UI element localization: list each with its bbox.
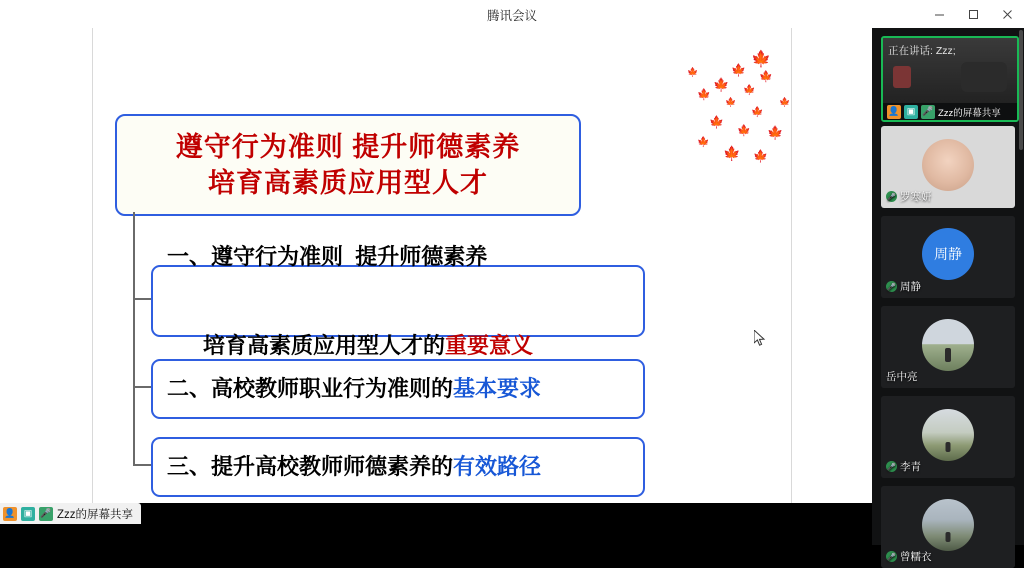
- slide-item-1-highlight: 重要意义: [445, 332, 534, 358]
- slide-right-margin: [791, 28, 872, 524]
- participant-tile-luohanyan[interactable]: [881, 126, 1015, 208]
- tile-share-label: Zzz的屏幕共享: [938, 107, 1001, 119]
- mic-on-icon: 🎤: [886, 551, 897, 562]
- participant-name: 罗寒妍: [900, 191, 932, 203]
- avatar-initial: 周静: [922, 228, 974, 280]
- share-status-label: Zzz的屏幕共享: [57, 508, 134, 521]
- user-icon: 👤: [3, 507, 17, 521]
- connector-branch-3: [133, 464, 151, 466]
- maple-leaves-decoration: 🍁 🍁 🍁 🍁 🍁 🍁 🍁 🍁 🍁 🍁 🍁 🍁 🍁 🍁 🍁 🍁: [687, 51, 791, 163]
- slide-item-1-line-1: 一、遵守行为准则 提升师德素养: [167, 243, 488, 269]
- speaking-indicator-label: 正在讲话: Zzz;: [888, 45, 956, 57]
- slide-item-3-text: [153, 452, 541, 482]
- title-bar: [0, 0, 1024, 29]
- slide-title-line-1: 遵守行为准则 提升师德素养: [175, 131, 521, 162]
- slide-left-margin: [0, 28, 92, 524]
- mouse-cursor: [754, 330, 766, 348]
- slide-item-2-prefix: 二、高校教师职业行为准则的: [167, 376, 454, 402]
- meeting-stage: [0, 28, 872, 545]
- slide-item-2-highlight: 基本要求: [453, 376, 542, 402]
- avatar: [922, 499, 974, 551]
- shared-screen-area[interactable]: [0, 28, 872, 524]
- mic-on-icon: 🎤: [886, 461, 897, 472]
- participant-tile-yuezhongliang[interactable]: [881, 306, 1015, 388]
- mic-on-icon: 🎤: [886, 281, 897, 292]
- person-silhouette: [946, 532, 951, 542]
- participant-panel[interactable]: [872, 28, 1024, 563]
- participant-name: 周静: [900, 281, 921, 293]
- slide-item-1-line-2-prefix: 培育高素质应用型人才的: [203, 332, 446, 358]
- connector-branch-1: [133, 298, 151, 300]
- participant-name: 曾糯衣: [900, 551, 932, 563]
- participant-tile-zhoujing[interactable]: [881, 216, 1015, 298]
- person-silhouette: [945, 348, 951, 362]
- participant-name: 李青: [900, 461, 921, 473]
- slide-item-2: [151, 359, 645, 419]
- participant-name: 岳中亮: [886, 371, 918, 383]
- mic-icon: 🎤: [921, 105, 935, 119]
- slide-title-line-2: 培育高素质应用型人才: [208, 168, 488, 198]
- share-status-bar: [0, 503, 872, 524]
- participant-name-row: [886, 549, 932, 564]
- participant-name-row: [886, 279, 921, 294]
- user-icon: 👤: [887, 105, 901, 119]
- screen-icon: ▣: [21, 507, 35, 521]
- participant-tile-liqing[interactable]: [881, 396, 1015, 478]
- participant-name-row: [886, 189, 932, 204]
- person-silhouette: [946, 442, 951, 452]
- slide-item-1-line-2: [167, 331, 533, 361]
- slide-item-3-prefix: 三、提升高校教师师德素养的: [167, 454, 454, 480]
- maximize-icon[interactable]: [956, 0, 990, 28]
- participant-tile-zzz[interactable]: [881, 36, 1019, 122]
- slide-item-3-highlight: 有效路径: [453, 454, 542, 480]
- share-status-tag[interactable]: [0, 503, 141, 524]
- presentation-slide: [92, 28, 792, 524]
- screen-icon: ▣: [904, 105, 918, 119]
- window-controls: [922, 0, 1024, 28]
- slide-item-1: [151, 243, 645, 358]
- minimize-icon[interactable]: [922, 0, 956, 28]
- participant-name-row: [886, 369, 918, 384]
- participant-name-row: [886, 459, 921, 474]
- avatar: [922, 319, 974, 371]
- slide-item-3: [151, 437, 645, 497]
- avatar: [922, 139, 974, 191]
- avatar: [922, 409, 974, 461]
- participant-tile-zengnuoyi[interactable]: [881, 486, 1015, 568]
- mic-on-icon: 🎤: [886, 191, 897, 202]
- speaker-screen-thumb: [961, 62, 1007, 92]
- window-title: 腾讯会议: [486, 9, 537, 23]
- connector-branch-2: [133, 386, 151, 388]
- tile-share-strip: [883, 103, 1017, 120]
- speaker-silhouette: [893, 66, 911, 88]
- connector-vertical: [133, 212, 135, 464]
- slide-item-2-text: [153, 374, 541, 404]
- panel-scrollbar[interactable]: [1019, 30, 1023, 150]
- mic-icon: 🎤: [39, 507, 53, 521]
- close-icon[interactable]: [990, 0, 1024, 28]
